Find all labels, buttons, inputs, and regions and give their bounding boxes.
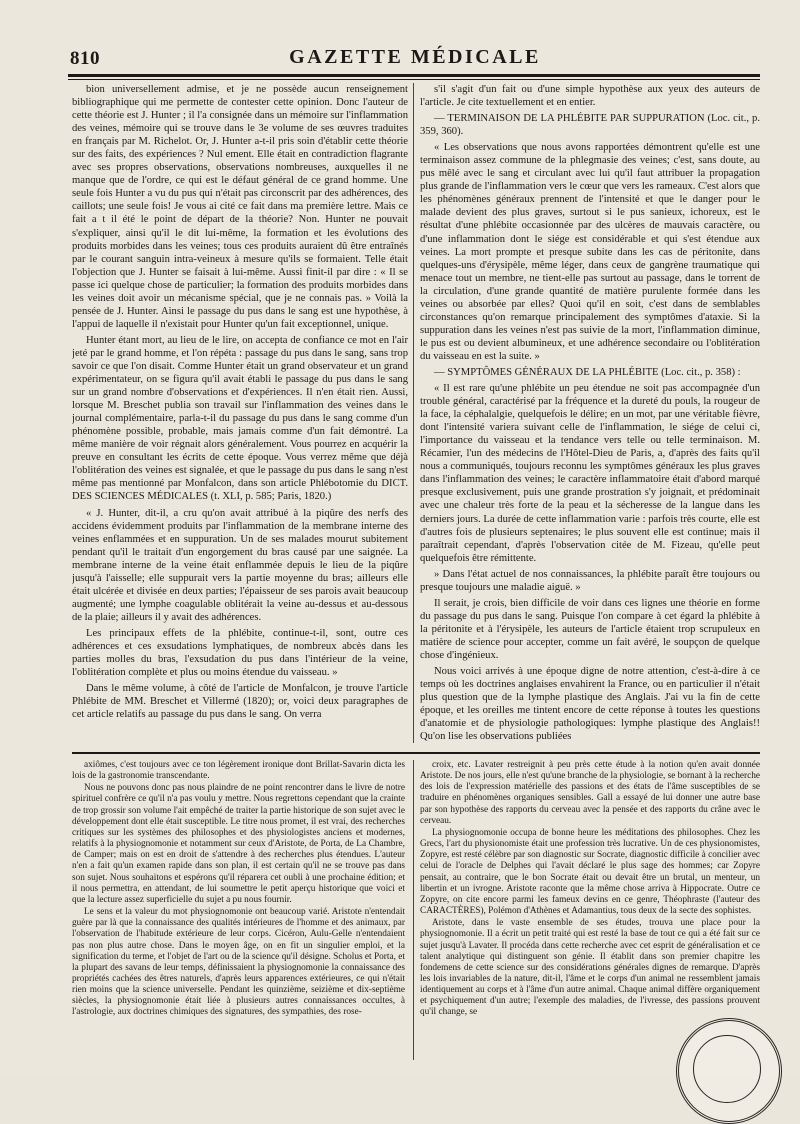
journal-title: GAZETTE MÉDICALE — [289, 46, 541, 68]
right-column — [420, 83, 760, 743]
column-divider — [413, 83, 414, 743]
header-rule — [68, 74, 760, 77]
left-paragraph-1: bion universellement admise, et je ne possède aucun renseignement bibliographique qui me permette de contester cette opinion. Donc l'auteur de cette théorie est J. Hunter ; il l'a consignée dans un mémoire sur l'inflammation des veines, mémoire qui se trouve dans le 3e volume de ses œuvres traduites en français par M. Richelot. Or, J. Hunter a-t-il pris soin d'établir cette théorie sur des faits, des expériences ? Nul ement. Elle était en contradiction flagrante avec ses propres observations, observations nombreuses, auxquelles il ne manque que de l'ordre, ce qui est le défaut général de ce grand homme. Une seule fois Hunter a vu du pus qui n'était pas circonscrit par des adhérences, des caillots; une seule fois! Je vous ai cité ce fait dans ma première lettre. Mais ce fait a t il été le point de départ de la théorie? Non. Hunter ne pouvait s'expliquer, ainsi qu'il le dit lui-même, la formation et les évolutions des produits morbides dans les veines; tous ces produits auraient dû être entraînés par le courant sanguin intra-veineux à mesure qu'ils se formaient. Telle était l'objection que J. Hunter se faisait à lui-même. Aussi finit-il par dire : « Il se passe ici quelque chose de particulier; la formation des produits morbides dans les veines doit avoir un mécanisme spécial, que je ne connais pas. » Voilà la pensée de J. Hunter. Ainsi le passage du pus dans le sang est une hypothèse, à l'appui de laquelle il n'existait pour Hunter qu'un fait exceptionnel, unique. — [72, 84, 408, 330]
stamp-inner-ring — [693, 1035, 761, 1103]
page-header — [70, 44, 760, 74]
right-section-heading-symptomes: — SYMPTÔMES GÉNÉRAUX DE LA PHLÉBITE (Loc. cit., p. 358) : — [434, 366, 741, 378]
right-paragraph-6: Nous voici arrivés à une époque digne de notre attention, c'est-à-dire à ce temps où les doctrines anglaises envahirent la France, ou en particulier il n'était plus question que de la lymphe plastique des Anglais. J'ai vu la fin de cette époque, et les oreilles me tintent encore de cette réponse à toutes les questions d'anatomie et de physiologie pathologiques: lymphe plastique des Anglais!! Qu'on lise les observations publiées — [420, 666, 760, 743]
header-rule-thin — [68, 79, 760, 80]
feuilleton-column-divider — [413, 760, 414, 1060]
feuilleton-rule — [72, 752, 760, 754]
right-paragraph-4: » Dans l'état actuel de nos connaissances, la phlébite paraît être toujours ou presque toujours une maladie aiguë. » — [420, 568, 760, 593]
right-paragraph-3: « Il est rare qu'une phlébite un peu étendue ne soit pas accompagnée d'un trouble général, caractérisé par la fréquence et la dureté du pouls, la rougeur de la face, la céphalalgie, quelquefois le délire; en un mot, par une véritable fièvre, dont l'intensité variera suivant celle de l'inflammation, le siége de celui ci, l'importance du vaisseau et la tendance vers telle ou telle terminaison. M. Récamier, l'un des médecins de l'Hôtel-Dieu de Paris, a, d'après des faits qu'il nous a communiqués, toujours reconnu les symptômes généraux les plus graves dans l'inflammation des veines; le caractère inflammatoire était d'abord marqué presque exclusivement, puis une grande prostration s'y joignait, et prédominait avec une chaleur très forte de la peau et la sécheresse de la langue dans les derniers jours. La durée de cette inflammation varie : parfois très courte, elle est d'autres fois de plusieurs septenaires; le plus souvent elle est continue; mais il paraîtrait cependant, d'après l'observation citée de M. Fizeau, qu'elle peut quelquefois être rémittente. — [420, 383, 760, 564]
feuilleton-left-paragraph-2: Nous ne pouvons donc pas nous plaindre de ne point rencontrer dans le livre de notre spirituel confrère ce qu'il n'a pas voulu y mettre. Nous regrettons cependant que la crainte de trop grossir son volume l'ait empêché de traiter la partie historique de son sujet avec le développement dont elle était susceptible. Le titre nous promet, il est vrai, des recherches critiques sur les systèmes des philosophes et des physiologistes anciens et modernes, relatifs à la physiognomonie et notamment sur ceux d'Aristote, de Porta, de La Chambre, de Camper; mais on est en droit de s'attendre à des recherches plus étendues. L'auteur n'en a fait qu'un examen rapide dans son plan, il est certain qu'il ne se trouve pas dans son sujet. Nous souhaitons et espérons qu'il réparera cet oubli à une prochaine édition; et il nous permettra, en attendant, de lui soumettre le petit aperçu historique que voici et que la lecture assez superficielle du sujet a pu nous fournir. — [72, 783, 405, 905]
page-number: 810 — [70, 48, 100, 69]
feuilleton-right-paragraph-2: La physiognomonie occupa de bonne heure les méditations des philosophes. Chez les Grecs, l'art du physionomiste était une profession très lucrative. Un de ces physionomistes, Zopyre, est resté célèbre par son diagnostic sur Socrate, diagnostic difficile à concilier avec celui de l'oracle de Delphes qui l'avait déclaré le plus sage des hommes; car Zopyre pensait, au contraire, que le bon Socrate était ou devait être un brutal, un menteur, un libertin et un ivrogne. Aristote raconte que la même chose arriva à Hippocrate. Outre ce Zopyre, on cite encore parmi les fameux devins en ce genre, Théophraste (l'auteur des CARACTÈRES), Polémon d'Athènes et Adamantius, tous deux de la secte des sophistes. — [420, 827, 760, 917]
feuilleton-right-paragraph-3: Aristote, dans le vaste ensemble de ses études, trouva une place pour la physiognomonie. Il a écrit un petit traité qui est resté la base de tout ce qui a été fait sur ce sujet jusqu'à Lavater. Il procéda dans cette recherche avec cet esprit de généralisation et ce talent analytique qui distinguent son génie. Il établit dans son premier chapitre les fondemens de cette science sur des considérations générales dignes de remarque. D'après les lois invariables de la nature, dit-il, l'âme et le corps d'un animal ne ressemblent jamais identiquement au corps et à l'âme d'un autre animal. Chaque animal diffère organiquement et psychiquement d'un autre; l'exemple des maladies, de l'ivresse, des passions prouvent qu'il change, se — [420, 918, 760, 1018]
feuilleton-left-paragraph-1: axiômes, c'est toujours avec ce ton légèrement ironique dont Brillat-Savarin dicta les lois de la gastronomie transcendante. — [72, 760, 405, 782]
left-paragraph-4: Les principaux effets de la phlébite, continue-t-il, sont, outre ces adhérences et ces exsudations lymphatiques, de nombreux abcès dans les parties molles du bras, l'exsudation du pus dans l'intérieur de la veine, l'oblitération complète et plus ou moins étendue du vaisseau. » — [72, 627, 408, 679]
feuilleton-right-column — [420, 760, 760, 1060]
feuilleton-left-column — [72, 760, 405, 1060]
left-paragraph-3: « J. Hunter, dit-il, a cru qu'on avait attribué à la piqûre des nerfs des accidens évidemment produits par l'inflammation de la membrane interne des veines enflammées et en suppuration. Un de ses malades mourut subitement pendant qu'il le traitait d'un engorgement du bras causé par une saignée. La membrane interne de la veine était enflammée depuis le lieu de la piqûre jusqu'à l'aisselle; elle suppurait vers la partie moyenne du bras; ailleurs elle était ulcérée et divisée en deux parties; l'épaisseur de ses parois avait beaucoup augmenté; une lymphe coagulable oblitérait la veine au-dessus et au-dessous de la plaie; ailleurs il y avait des adhérences. — [72, 507, 408, 623]
right-section-heading-suppuration: — TERMINAISON DE LA PHLÉBITE PAR SUPPURATION (Loc. cit., p. 359, 360). — [420, 113, 760, 138]
left-column — [72, 83, 408, 743]
feuilleton-left-paragraph-3: Le sens et la valeur du mot physiognomonie ont beaucoup varié. Aristote n'entendait guère par là que la connaissance des qualités intérieures de l'homme et des animaux, par l'observation de l'habitude extérieure de leur corps. Cicéron, Aulu-Gelle n'entendaient pas non plus autre chose. Dans le moyen âge, on en fit un singulier emploi, et la signification du terme, et l'objet de l'art ou de la science qu'il désigne. Scholus et Porta, et la plupart des savans de leur temps, définissaient la physiognomonie la connaissance des propriétés cachées des êtres naturels, d'après leurs apparences extérieures, ce qui n'était rien moins que la science universelle. Pendant les quinzième, seizième et dix-septième siècles, la physiognomonie était liée à plusieurs autres connaissances occultes, à l'astrologie, aux doctrines chimiques des signatures, des sympathies, des rose- — [72, 907, 405, 1018]
right-paragraph-2: « Les observations que nous avons rapportées démontrent qu'elle est une terminaison assez commune de la phlegmasie des veines; c'est, sans doute, au pus mêlé avec le sang et circulant avec lui qu'il faut attribuer la propagation plus grande de l'inflammation vers le cœur que vers les rameaux. C'est alors que les phénomènes généraux prennent de l'intensité et que le danger pour le malade devient des plus graves, surtout si le pus sanieux, ichoreux, est le résultat d'une phlébite occasionnée par des ulcères de mauvais caractère, ou d'une inflammation dont le siége est considérable et qui s'est étendue aux veines. La mort prompte et presque subite dans les cas de péritonite, dans quelques-uns d'érysipèle, même léger, dans ceux de gangrène traumatique qui menace tout un membre, ne tient-elle pas surtout au passage, dans le torrent de la circulation, d'une grande quantité de matière purulente formée dans les veines ou absorbée par elles? Quoi qu'il en soit, c'est dans de semblables circonstances qu'on remarque principalement des symptômes d'ataxie. Si la suppuration dans les veines n'est pas suivie de la mort, l'inflammation diminue, le pus est ou devient albumineux, et une adhérence secondaire ou l'oblitération du vaisseau en est la suite. » — [420, 142, 760, 362]
left-paragraph-5: Dans le même volume, à côté de l'article de Monfalcon, je trouve l'article Phlébite de MM. Breschet et Villermé (1820); or, voici deux paragraphes de cet article relatifs au passage du pus dans le sang. On verra — [72, 683, 408, 721]
right-paragraph-1: s'il s'agit d'un fait ou d'une simple hypothèse aux yeux des auteurs de l'article. Je cite textuellement et en entier. — [420, 84, 760, 109]
library-stamp-icon — [676, 1018, 782, 1124]
feuilleton-right-paragraph-1: croix, etc. Lavater restreignit à peu près cette étude à la notion qu'en avait donnée Aristote. De nos jours, elle n'est qu'une branche de la physiologie, se bornant à la recherche des lois de l'expression matérielle des passions et des états de l'âme susceptibles de se traduire en phénomènes organiques sensibles. Gall a essayé de lui donner une autre base par son hypothèse des rapports du cerveau avec la pensée et des rapports du crâne avec le cerveau. — [420, 760, 760, 826]
right-paragraph-5: Il serait, je crois, bien difficile de voir dans ces lignes une théorie en forme du passage du pus dans le sang. Puisque l'on compare à cet égard la phlébite à la péritonite et à l'érysipèle, les auteurs de l'article étaient trop scrupuleux en matière de science pour accepter, comme un fait avéré, le soupçon de quelque chose d'ingénieux. — [420, 597, 760, 661]
left-paragraph-2: Hunter étant mort, au lieu de le lire, on accepta de confiance ce mot en l'air jeté par le grand homme, et l'on répéta : passage du pus dans le sang, sans trop savoir ce que l'on disait. Comme Hunter était un grand observateur et un grand expérimentateur, on se figura qu'il avait établi le passage du pus dans le sang sur un grand nombre d'observations et d'expériences. Il n'en était rien. Aussi, lorsque M. Breschet publia son travail sur l'inflammation des veines dans le journal complémentaire, parla-t-il du passage du pus dans le sang comme d'un phénomène possible, probable, mais jamais comme d'un fait démontré. La même manière de voir régnait alors généralement. Vous pourrez en acquérir la preuve en consultant les écrits de cette époque. Vous verrez même que déjà l'oblitération des veines est signalée, et que le passage du pus dans le sang n'est même pas mentionné par Monfalcon, dans son article Phlébotomie du DICT. DES SCIENCES MÉDICALES (t. XLI, p. 585; Paris, 1820.) — [72, 334, 408, 503]
